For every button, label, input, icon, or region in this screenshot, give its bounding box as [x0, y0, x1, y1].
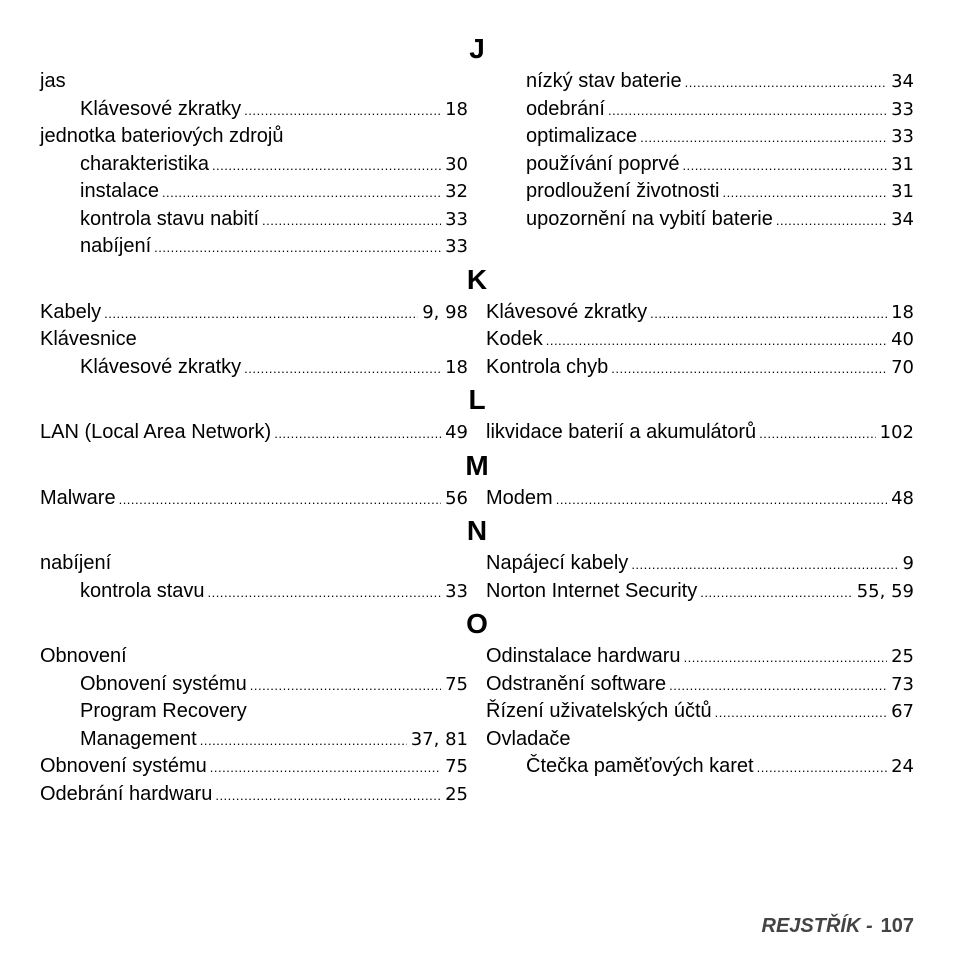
entry-page-number: 33	[445, 580, 468, 602]
entry-page-number: 70	[891, 356, 914, 378]
entry-page-number: 18	[445, 98, 468, 120]
left-column	[40, 550, 468, 605]
entry-label: Řízení uživatelských účtů	[486, 700, 712, 722]
index-entry	[40, 123, 468, 151]
dot-leader	[154, 234, 441, 262]
index-subentry	[40, 354, 468, 382]
entry-page-number: 18	[891, 301, 914, 323]
entry-page-number: 34	[891, 208, 914, 230]
dot-leader	[210, 754, 441, 782]
index-entry	[486, 354, 914, 382]
index-entry	[40, 485, 468, 513]
section-columns	[40, 419, 914, 447]
index-subentry	[486, 123, 914, 151]
section-letter: N	[466, 515, 488, 546]
entry-label: Ovladače	[486, 727, 571, 750]
entry-label: Klávesové zkratky	[486, 300, 648, 323]
entry-page-number: 24	[891, 756, 914, 777]
entry-label: Klávesové zkratky	[80, 97, 242, 120]
entry-label: jednotka bateriových zdrojů	[40, 125, 284, 147]
footer-title: REJSTŘÍK -	[761, 915, 873, 937]
entry-label: Obnovení systému	[80, 672, 247, 695]
entry-label: Odebrání hardwaru	[40, 782, 213, 805]
index-subentry	[40, 151, 468, 179]
index-page	[40, 30, 914, 808]
entry-label: Kabely	[40, 300, 102, 323]
index-entry	[486, 419, 914, 447]
footer-page-number: 107	[880, 915, 914, 937]
index-entry	[486, 643, 914, 671]
right-column	[486, 299, 914, 382]
section-letter: L	[468, 384, 486, 415]
entry-label: optimalizace	[526, 125, 638, 147]
index-entry	[486, 485, 914, 513]
index-entry	[486, 578, 914, 606]
dot-leader	[685, 69, 887, 97]
index-entry	[40, 781, 468, 809]
dot-leader	[608, 97, 887, 125]
right-column	[486, 550, 914, 605]
dot-leader	[162, 179, 441, 207]
right-column	[486, 68, 914, 261]
entry-label: Čtečka paměťových karet	[526, 755, 754, 777]
entry-page-number: 25	[445, 783, 468, 805]
right-column	[486, 643, 914, 808]
entry-page-number: 33	[445, 236, 468, 257]
entry-label: Klávesnice	[40, 328, 137, 350]
index-entry	[40, 643, 468, 671]
entry-label: Kontrola chyb	[486, 355, 609, 378]
index-entry	[40, 550, 468, 578]
entry-label: instalace	[80, 180, 159, 202]
dot-leader	[244, 97, 441, 125]
section-columns	[40, 643, 914, 808]
dot-leader	[104, 300, 418, 328]
entry-page-number: 9	[902, 553, 914, 574]
index-entry	[486, 671, 914, 699]
entry-page-number: 67	[891, 701, 914, 722]
entry-label: Obnovení	[40, 645, 127, 667]
index-subentry	[486, 178, 914, 206]
entry-label: Program Recovery	[80, 700, 247, 722]
dot-leader	[546, 327, 887, 355]
entry-page-number: 49	[445, 422, 468, 443]
entry-page-number: 48	[891, 487, 914, 509]
index-entry	[486, 326, 914, 354]
entry-label: prodloužení životnosti	[526, 180, 720, 202]
dot-leader	[722, 179, 887, 207]
index-entry	[40, 68, 468, 96]
index-subentry	[40, 206, 468, 234]
section-columns	[40, 299, 914, 382]
dot-leader	[757, 754, 887, 782]
dot-leader	[650, 300, 887, 328]
entry-label: jas	[40, 70, 66, 92]
dot-leader	[200, 727, 407, 755]
section-letter: K	[466, 263, 488, 295]
dot-leader	[640, 124, 887, 152]
entry-page-number: 33	[891, 98, 914, 120]
dot-leader	[215, 782, 441, 810]
index-subentry	[40, 178, 468, 206]
dot-leader	[611, 355, 887, 383]
right-column	[486, 485, 914, 513]
dot-leader	[759, 420, 876, 448]
index-subentry	[486, 96, 914, 124]
entry-label: Obnovení systému	[40, 755, 207, 777]
dot-leader	[208, 579, 442, 607]
dot-leader	[684, 644, 888, 672]
section-letter: M	[465, 449, 489, 481]
left-column	[40, 419, 468, 447]
dot-leader	[715, 699, 887, 727]
dot-leader	[700, 579, 853, 607]
index-entry	[40, 299, 468, 327]
index-subentry	[486, 151, 914, 179]
index-entry	[486, 550, 914, 578]
index-entry	[40, 419, 468, 447]
entry-page-number: 25	[891, 646, 914, 667]
dot-leader	[250, 672, 441, 700]
right-column	[486, 419, 914, 447]
entry-label: Odinstalace hardwaru	[486, 645, 681, 667]
section-columns	[40, 68, 914, 261]
index-subentry	[40, 726, 468, 754]
index-subentry	[40, 671, 468, 699]
entry-page-number: 31	[891, 153, 914, 175]
dot-leader	[682, 152, 887, 180]
index-entry	[486, 299, 914, 327]
entry-label: kontrola stavu	[80, 579, 205, 602]
entry-label: Malware	[40, 486, 116, 509]
left-column	[40, 68, 468, 261]
index-subentry	[40, 698, 468, 726]
dot-leader	[556, 486, 887, 514]
entry-page-number: 73	[891, 673, 914, 695]
entry-label: Klávesové zkratky	[80, 355, 242, 378]
entry-page-number: 55, 59	[856, 580, 914, 602]
left-column	[40, 299, 468, 382]
entry-page-number: 34	[891, 71, 914, 92]
entry-page-number: 37, 81	[410, 728, 468, 750]
entry-page-number: 33	[891, 126, 914, 147]
entry-page-number: 40	[891, 329, 914, 350]
index-entry	[486, 726, 914, 754]
entry-page-number: 75	[445, 673, 468, 695]
entry-page-number: 18	[445, 356, 468, 378]
entry-label: Modem	[486, 486, 553, 509]
entry-label: Odstranění software	[486, 672, 667, 695]
entry-label: nabíjení	[40, 552, 112, 574]
section-columns	[40, 485, 914, 513]
index-entry	[40, 326, 468, 354]
entry-label: Kodek	[486, 328, 543, 350]
entry-label: nízký stav baterie	[526, 70, 682, 92]
index-entry	[486, 698, 914, 726]
page-footer	[762, 915, 915, 938]
entry-page-number: 9, 98	[422, 301, 468, 323]
entry-page-number: 31	[891, 181, 914, 202]
entry-label: používání poprvé	[526, 152, 680, 175]
index-subentry	[486, 68, 914, 96]
entry-page-number: 75	[445, 756, 468, 777]
index-subentry	[40, 96, 468, 124]
dot-leader	[119, 486, 442, 514]
left-column	[40, 485, 468, 513]
entry-label: likvidace baterií a akumulátorů	[486, 421, 757, 443]
entry-page-number: 30	[445, 153, 468, 175]
entry-page-number: 33	[445, 208, 468, 230]
section-letter: O	[466, 608, 488, 639]
index-subentry	[486, 206, 914, 234]
index-subentry	[40, 578, 468, 606]
entry-page-number: 56	[445, 487, 468, 509]
index-subentry	[40, 233, 468, 261]
entry-label: kontrola stavu nabití	[80, 207, 259, 230]
left-column	[40, 643, 468, 808]
entry-label: Management	[80, 727, 197, 750]
dot-leader	[244, 355, 441, 383]
index-entry	[40, 753, 468, 781]
dot-leader	[631, 551, 898, 579]
dot-leader	[212, 152, 441, 180]
entry-label: Norton Internet Security	[486, 579, 698, 602]
entry-label: upozornění na vybití baterie	[526, 207, 773, 230]
dot-leader	[669, 672, 887, 700]
entry-label: nabíjení	[80, 235, 152, 257]
dot-leader	[776, 207, 887, 235]
dot-leader	[274, 420, 441, 448]
entry-page-number: 32	[445, 181, 468, 202]
section-columns	[40, 550, 914, 605]
entry-label: charakteristika	[80, 152, 209, 175]
section-letter: J	[469, 33, 485, 64]
index-subentry	[486, 753, 914, 781]
dot-leader	[262, 207, 441, 235]
entry-page-number: 102	[879, 422, 914, 443]
entry-label: Napájecí kabely	[486, 552, 629, 574]
entry-label: odebrání	[526, 97, 605, 120]
entry-label: LAN (Local Area Network)	[40, 421, 272, 443]
